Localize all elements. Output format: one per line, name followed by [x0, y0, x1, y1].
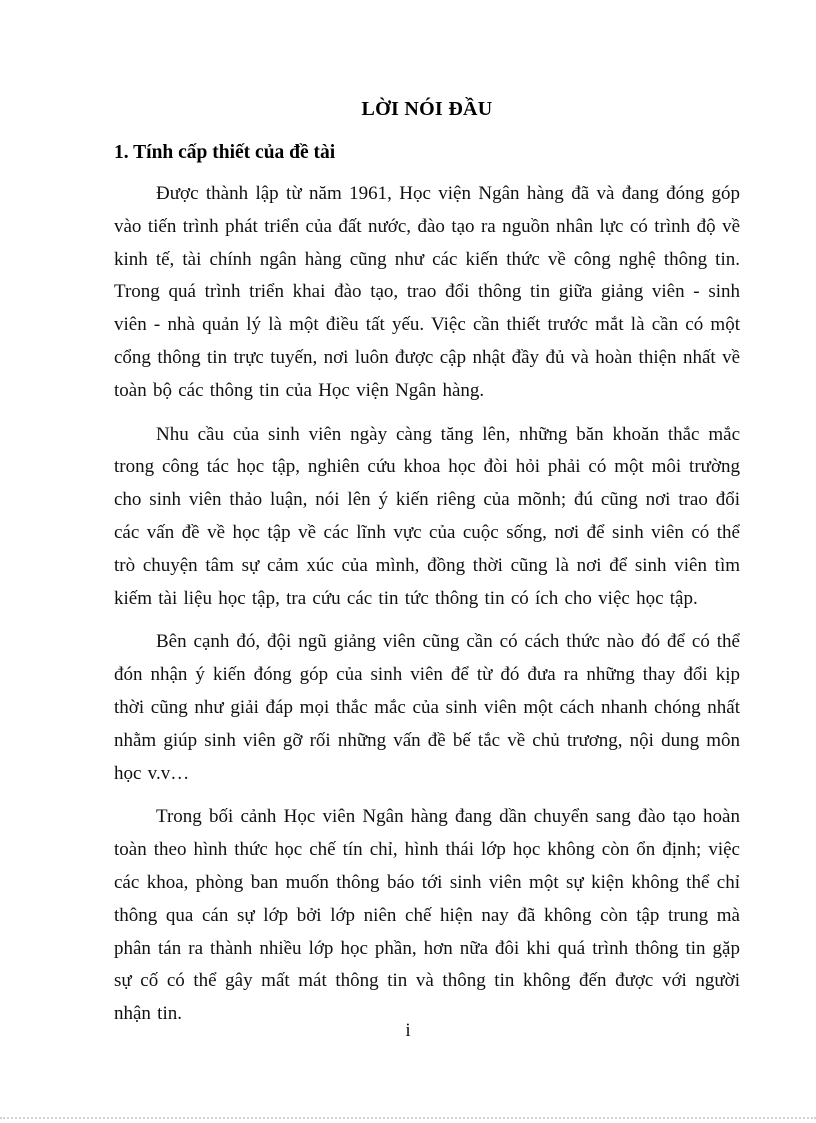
paragraph: Nhu cầu của sinh viên ngày càng tăng lên, những băn khoăn thắc mắc trong công tác học tập, nghiên cứu khoa học đòi hỏi phải có một môi trường cho sinh viên thảo luận, nói lên ý kiến riêng của mõnh; đú cũng nơi trao đổi các vấn đề về học tập về các lĩnh vực của cuộc sống, nơi để sinh viên có thể trò chuyện tâm sự cảm xúc của mình, đồng thời cũng là nơi để sinh viên tìm kiếm tài liệu học tập, tra cứu các tin tức thông tin có ích cho việc học tập.: [114, 423, 740, 609]
page-number: i: [405, 1020, 411, 1041]
paragraph: Được thành lập từ năm 1961, Học viện Ngân hàng đã và đang đóng góp vào tiến trình phát triển của đất nước, đào tạo ra nguồn nhân lực có trình độ về kinh tế, tài chính ngân hàng cũng như các kiến thức về công nghệ thông tin. Trong quá trình triển khai đào tạo, trao đổi thông tin giữa giảng viên - sinh viên - nhà quản lý là một điều tất yếu. Việc cần thiết trước mắt là cần có một cổng thông tin trực tuyến, nơi luôn được cập nhật đầy đủ và hoàn thiện nhất về toàn bộ các thông tin của Học viện Ngân hàng.: [114, 183, 740, 401]
section-heading: 1. Tính cấp thiết của đề tài: [114, 142, 336, 163]
page-break-divider: [0, 1117, 816, 1119]
paragraph: Bên cạnh đó, đội ngũ giảng viên cũng cần có cách thức nào đó để có thể đón nhận ý kiến đóng góp của sinh viên để từ đó đưa ra những thay đổi kịp thời cũng như giải đáp mọi thắc mắc của sinh viên một cách nhanh chóng nhất nhằm giúp sinh viên gỡ rối những vấn đề bế tắc về chủ trương, nội dung môn học v.v…: [114, 631, 740, 784]
page-content: [114, 98, 740, 1042]
page-title: LỜI NÓI ĐẦU: [361, 98, 493, 120]
paragraph: Trong bối cảnh Học viên Ngân hàng đang dần chuyển sang đào tạo hoàn toàn theo hình thức học chế tín chỉ, hình thái lớp học không còn ổn định; việc các khoa, phòng ban muốn thông báo tới sinh viên một sự kiện không thể chỉ thông qua cán sự lớp bởi lớp niên chế hiện nay đã không còn tập trung mà phân tán ra thành nhiều lớp học phần, hơn nữa đôi khi quá trình thông tin gặp sự cố có thể gây mất mát thông tin và thông tin không đến được với người nhận tin.: [114, 806, 740, 1025]
